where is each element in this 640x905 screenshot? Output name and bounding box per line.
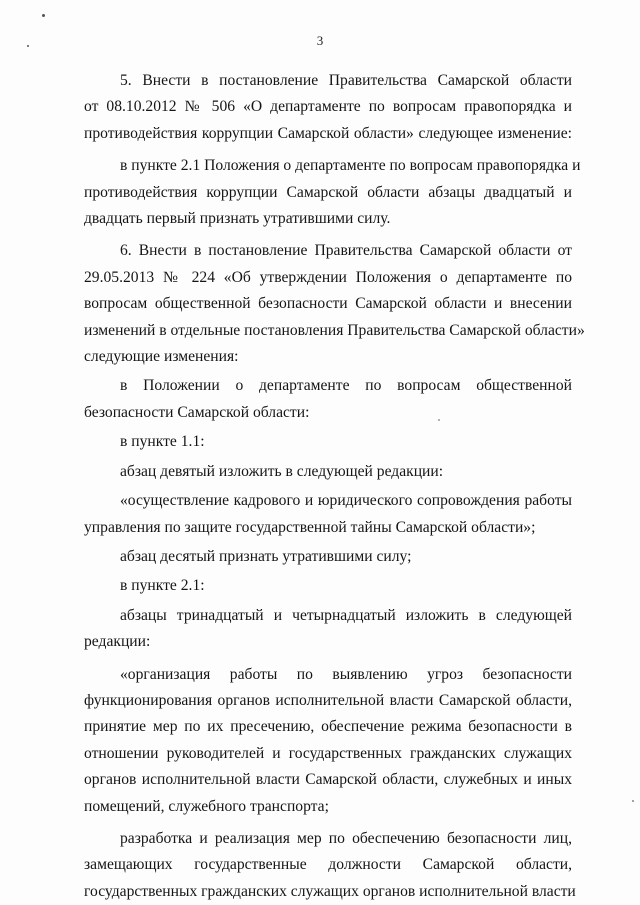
text-line: в пункте 2.1 Положения о департаменте по вопросам правопорядка и <box>120 157 581 175</box>
paragraph-clause-2-1 <box>84 153 581 232</box>
paragraph-item-5 <box>84 68 572 147</box>
text-line: принятие мер по их пресечению, обеспечение режима безопасности в <box>84 718 572 736</box>
text-line: абзацы тринадцатый и четырнадцатый изложить в следующей <box>120 606 572 624</box>
paragraph-clause-2-1-b <box>84 573 572 599</box>
text-line: «осуществление кадрового и юридического сопровождения работы <box>120 492 572 510</box>
paragraph-13-14-abzac <box>84 603 572 656</box>
paragraph-security-measures <box>84 826 576 905</box>
text-line: «организация работы по выявлению угроз безопасности <box>120 665 572 683</box>
text-line: в Положении о департаменте по вопросам общественной <box>120 377 572 395</box>
paragraph-tenth-abzac <box>84 544 572 570</box>
text-line: государственных гражданских служащих органов исполнительной власти <box>84 882 576 900</box>
text-line: замещающих государственные должности Самарской области, <box>84 856 572 874</box>
paragraph-regulation <box>84 373 572 426</box>
paragraph-item-6 <box>84 238 585 370</box>
text-line: в пункте 1.1: <box>120 433 205 451</box>
text-line: отношении руководителей и государственных гражданских служащих <box>84 744 572 762</box>
text-line: управления по защите государственной тайны Самарской области»; <box>84 518 536 536</box>
text-line: в пункте 2.1: <box>120 577 205 595</box>
text-line: органов исполнительной власти Самарской области, служебных и иных <box>84 771 572 789</box>
text-line: 5. Внести в постановление Правительства Самарской области <box>120 72 572 89</box>
text-line: следующие изменения: <box>84 348 239 366</box>
text-line: вопросам общественной безопасности Самарской области и внесении <box>84 295 572 313</box>
paragraph-quote-organization <box>84 662 572 820</box>
scan-speck <box>632 800 634 802</box>
text-line: безопасности Самарской области: <box>84 403 310 421</box>
text-line: редакции: <box>84 633 151 651</box>
text-line: разработка и реализация мер по обеспечению безопасности лиц, <box>120 829 572 847</box>
text-line: функционирования органов исполнительной власти Самарской области, <box>84 691 572 709</box>
text-line: абзац десятый признать утратившими силу; <box>120 547 412 565</box>
text-line: помещений, служебного транспорта; <box>84 797 329 815</box>
text-line: противодействия коррупции Самарской области абзацы двадцатый и <box>84 183 572 201</box>
paragraph-ninth-abzac <box>84 459 572 485</box>
text-line: противодействия коррупции Самарской области» следующее изменение: <box>84 124 572 142</box>
text-line: абзац девятый изложить в следующей редакции: <box>120 462 444 480</box>
text-line: изменений в отдельные постановления Правительства Самарской области» <box>84 321 585 339</box>
paragraph-clause-1-1 <box>84 429 572 455</box>
document-body <box>84 68 585 905</box>
text-line: 29.05.2013 № 224 «Об утверждении Положения о департаменте по <box>84 268 572 286</box>
text-line: 6. Внести в постановление Правительства Самарской области от <box>120 242 572 260</box>
text-line: двадцать первый признать утратившими силу. <box>84 210 391 228</box>
text-line: от 08.10.2012 № 506 «О департаменте по вопросам правопорядка и <box>84 98 572 116</box>
page-number: 3 <box>316 33 324 48</box>
paragraph-quote-personnel <box>84 488 572 541</box>
scan-speck <box>42 14 45 17</box>
